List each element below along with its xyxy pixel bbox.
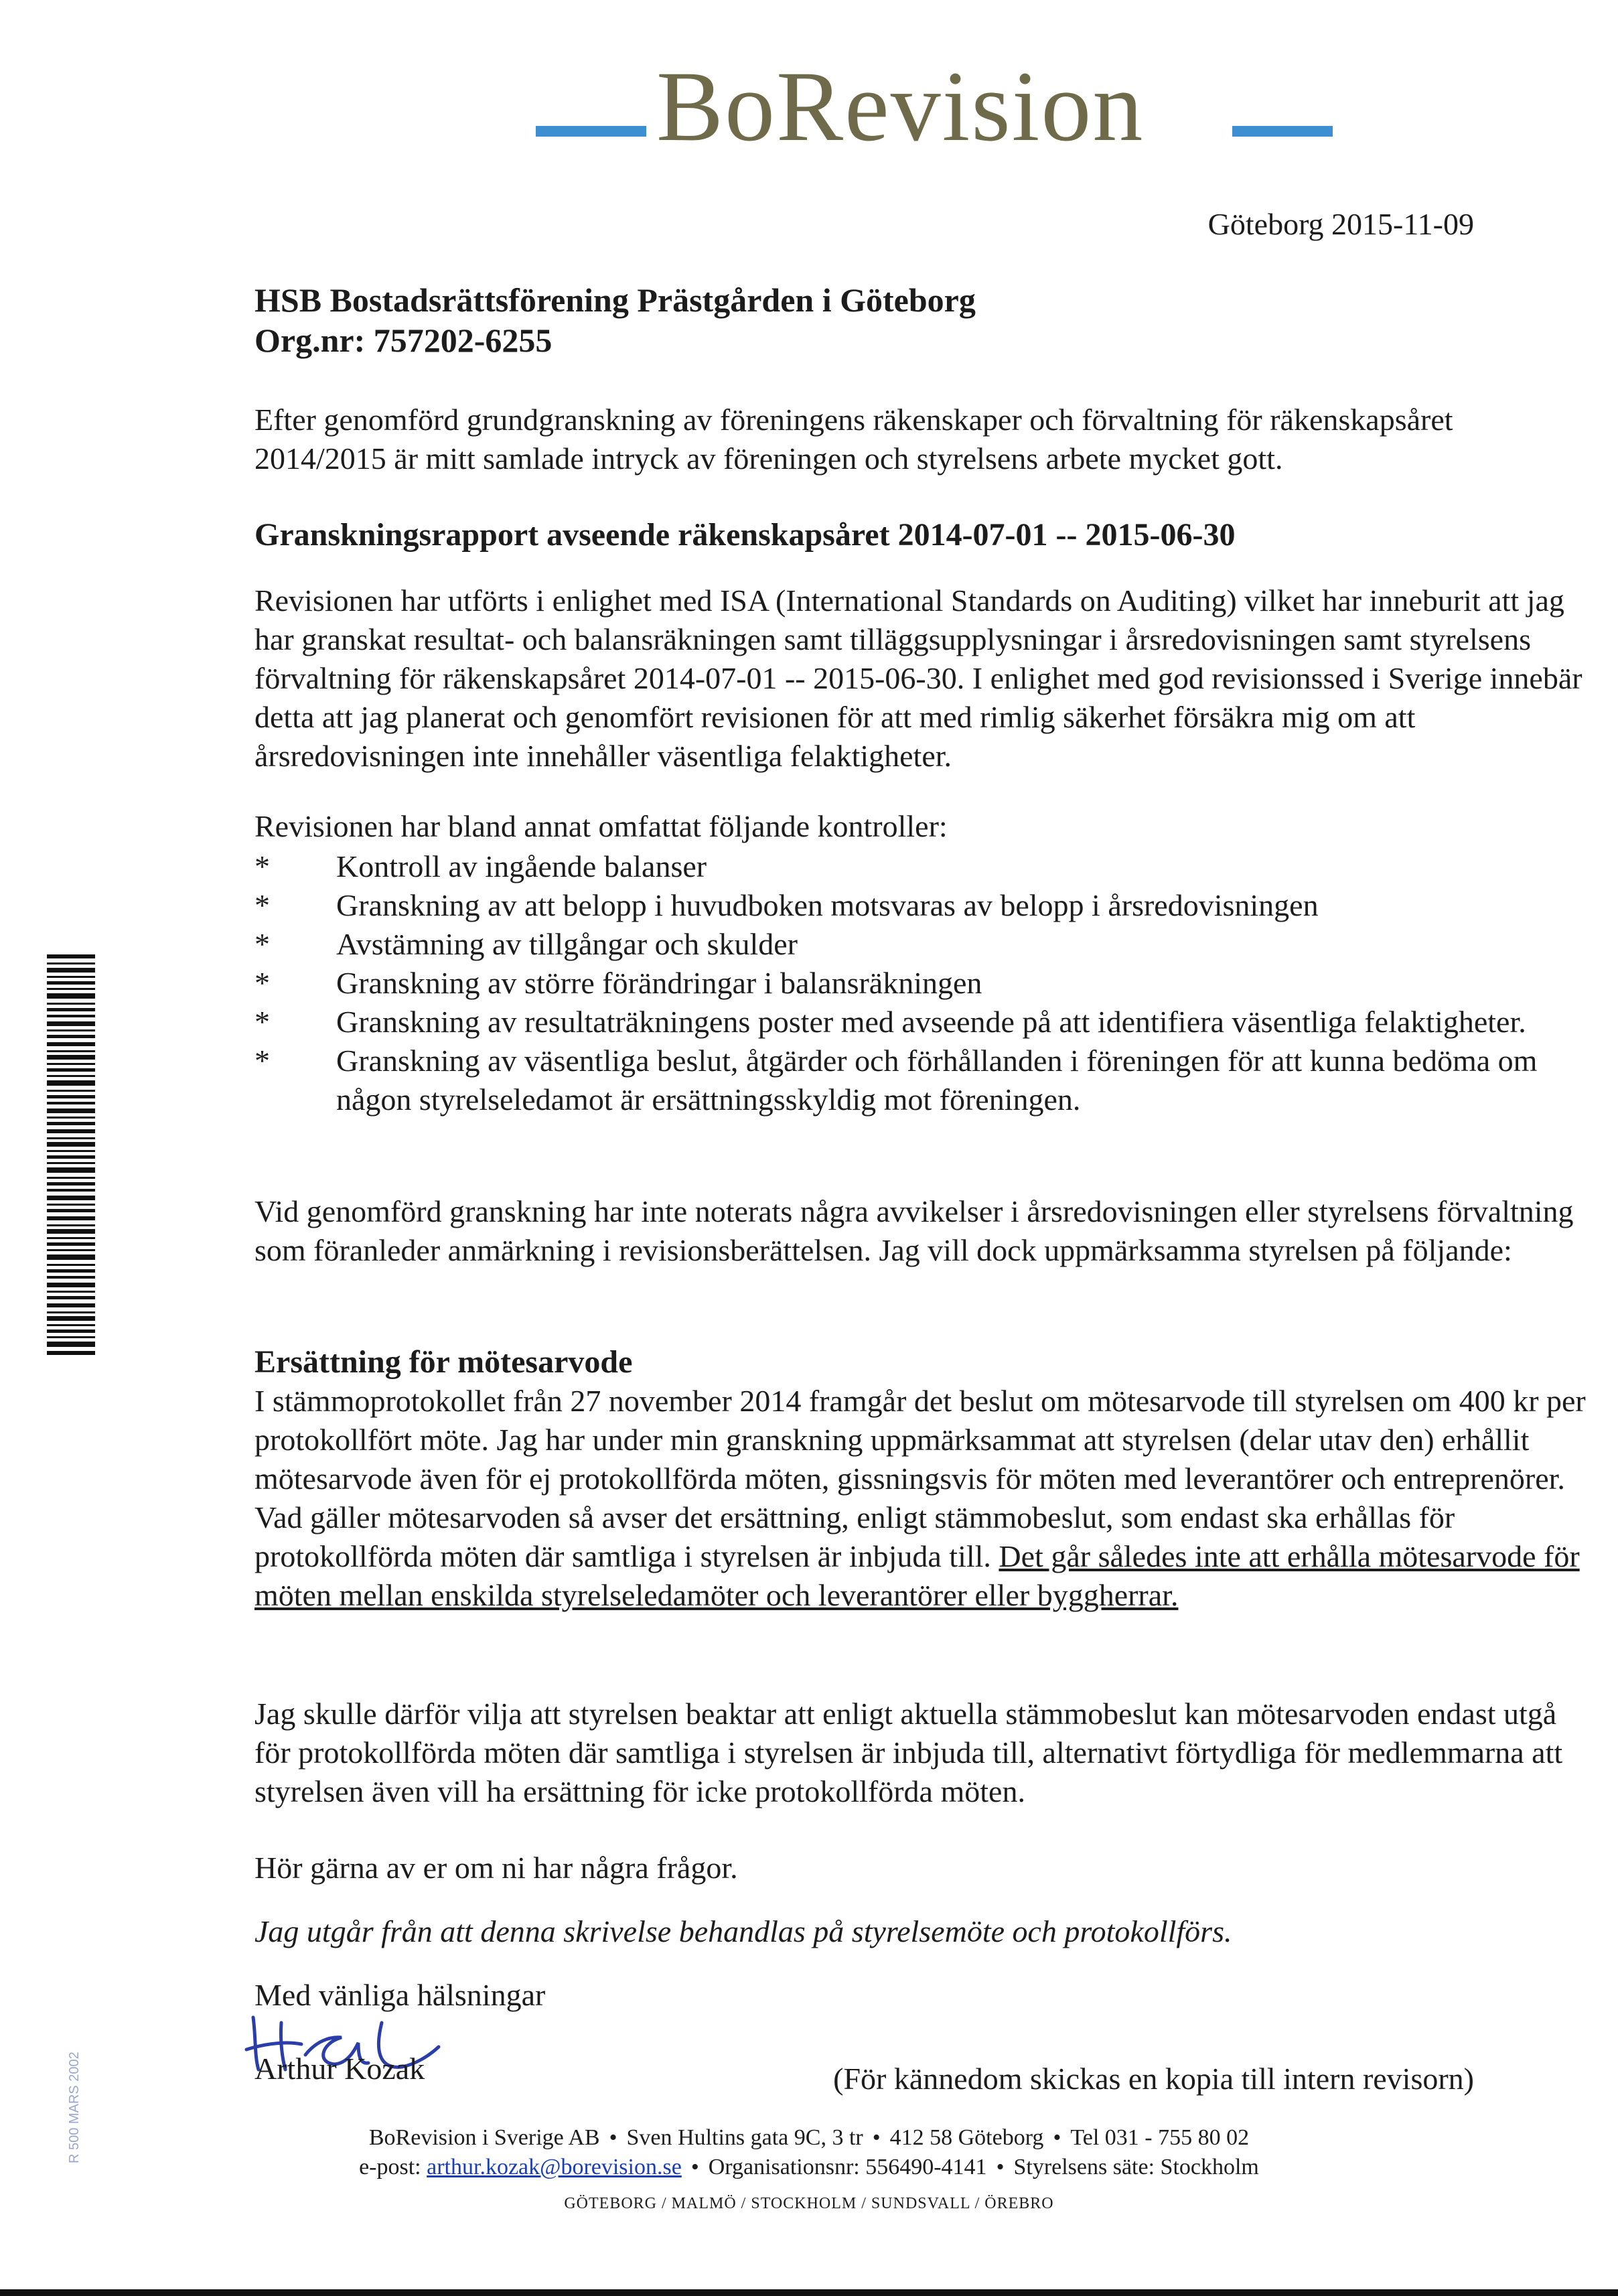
footer-cities: GÖTEBORG / MALMÖ / STOCKHOLM / SUNDSVALL / ÖREBRO (564, 2195, 1054, 2212)
barcode-graphic (47, 954, 95, 1356)
bottom-scan-edge (0, 2289, 1618, 2296)
list-item (254, 964, 1594, 1003)
bullet-star: * (254, 1005, 270, 1039)
list-item-text: Granskning av större förändringar i balansräkningen (336, 966, 982, 1000)
closing-greeting: Med vänliga hälsningar (254, 1978, 546, 2012)
list-item (254, 847, 1594, 886)
fee-heading: Ersättning för mötesarvode (254, 1344, 633, 1380)
list-item (254, 886, 1594, 925)
recipient-org-nr: Org.nr: 757202-6255 (254, 321, 553, 359)
bullet-star: * (254, 849, 270, 883)
logo-bar-left (536, 126, 646, 137)
questions-line: Hör gärna av er om ni har några frågor. (254, 1851, 738, 1885)
list-item-text: Avstämning av tillgångar och skulder (336, 927, 798, 961)
list-item (254, 925, 1594, 964)
bullet-star: * (254, 1044, 270, 1078)
fee-text (254, 1382, 1587, 1615)
letterhead-logo (536, 51, 1339, 162)
side-form-code: R 500 MARS 2002 (67, 2052, 82, 2163)
fee-section (254, 1343, 1587, 1615)
footer-company: BoRevision i Sverige AB (368, 2125, 600, 2150)
recommendation-paragraph: Jag skulle därför vilja att styrelsen beaktar att enligt aktuella stämmobeslut kan mötesarvoden endast utgå för protokollförda möten där samtliga i styrelsen är inbjuda till, alternativt förtydliga för medlemmarna att styrelsen även vill ha ersättning för icke protokollförda möten. (254, 1697, 1563, 1808)
bullet-star: * (254, 927, 270, 961)
controls-intro: Revisionen har bland annat omfattat följande kontroller: (254, 809, 948, 843)
signer-name: Arthur Kozak (254, 2052, 425, 2086)
recipient-block (254, 280, 976, 360)
footer-line-1: BoRevision i Sverige AB • Sven Hultins gata 9C, 3 tr • 412 58 Göteborg • Tel 031 - 755 80 02 (368, 2125, 1250, 2150)
footer-email-label: e-post: (359, 2155, 421, 2179)
revision-paragraph: Revisionen har utförts i enlighet med ISA (International Standards on Auditing) vilket har inneburit att jag har granskat resultat- och balansräkningen samt tilläggsupplysningar i årsredovisningen samt styrelsens förvaltning för räkenskapsåret 2014-07-01 -- 2015-06-30. I enlighet med god revisionssed i Sverige innebär detta att jag planerat och genomfört revisionen för att med rimlig säkerhet försäkra mig om att årsredovisningen inte innehåller väsentliga felaktigheter. (254, 583, 1583, 773)
list-item-text: Granskning av resultaträkningens poster med avseende på att identifiera väsentliga felaktigheter. (336, 1005, 1526, 1039)
footer-phone: Tel 031 - 755 80 02 (1070, 2125, 1250, 2150)
report-heading: Granskningsrapport avseende räkenskapsåret 2014-07-01 -- 2015-06-30 (254, 517, 1236, 553)
footer-email-link[interactable]: arthur.kozak@borevision.se (427, 2155, 682, 2179)
list-item-text: Granskning av att belopp i huvudboken motsvaras av belopp i årsredovisningen (336, 888, 1319, 922)
fee-body: I stämmoprotokollet från 27 november 2014 framgår det beslut om mötesarvode till styrelsen om 400 kr per protokollfört möte. Jag har under min granskning uppmärksammat att styrelsen (delar utav den) erhållit mötesarvode även för ej protokollförda möten, gissningsvis för möten med leverantörer och entreprenörer. Vad gäller mötesarvoden så avser det ersättning, enligt stämmobeslut, som endast ska erhållas för protokollförda möten där samtliga i styrelsen är inbjuda till. (254, 1384, 1586, 1573)
bullet-star: * (254, 888, 270, 922)
logo-bar-right (1232, 126, 1333, 137)
copy-note: (För kännedom skickas en kopia till intern revisorn) (833, 2062, 1474, 2096)
footer-seat: Styrelsens säte: Stockholm (1013, 2155, 1259, 2179)
italic-note: Jag utgår från att denna skrivelse behandlas på styrelsemöte och protokollförs. (254, 1914, 1232, 1948)
bullet-star: * (254, 966, 270, 1000)
intro-paragraph: Efter genomförd grundgranskning av föreningens räkenskaper och förvaltning för räkenskapsåret 2014/2015 är mitt samlade intryck av föreningen och styrelsens arbete mycket gott. (254, 403, 1453, 476)
list-item (254, 1042, 1594, 1119)
list-item (254, 1003, 1568, 1042)
footer-address: Sven Hultins gata 9C, 3 tr (626, 2125, 863, 2150)
footer-line-2: e-post: arthur.kozak@borevision.se • Organisationsnr: 556490-4141 • Styrelsens säte: Stockholm (359, 2155, 1259, 2179)
list-item-text: Granskning av väsentliga beslut, åtgärder och förhållanden i föreningen för att kunna bedöma om någon styrelseledamot är ersättningsskyldig mot föreningen. (336, 1044, 1538, 1117)
footer-orgnr: Organisationsnr: 556490-4141 (708, 2155, 987, 2179)
logo-text: BoRevision (656, 51, 1145, 162)
footer-city: 412 58 Göteborg (889, 2125, 1044, 2150)
findings-paragraph: Vid genomförd granskning har inte noterats några avvikelser i årsredovisningen eller styrelsens förvaltning som föranleder anmärkning i revisionsberättelsen. Jag vill dock uppmärksamma styrelsen på följande: (254, 1194, 1574, 1267)
controls-list (254, 847, 1594, 1119)
letter-date: Göteborg 2015-11-09 (1207, 207, 1474, 241)
recipient-name: HSB Bostadsrättsförening Prästgården i Göteborg (254, 281, 976, 319)
list-item-text: Kontroll av ingående balanser (336, 849, 707, 883)
fee-underlined: Det går således inte att erhålla mötesarvode för möten mellan enskilda styrelseledamöter och leverantörer eller byggherrar. (254, 1539, 1580, 1612)
